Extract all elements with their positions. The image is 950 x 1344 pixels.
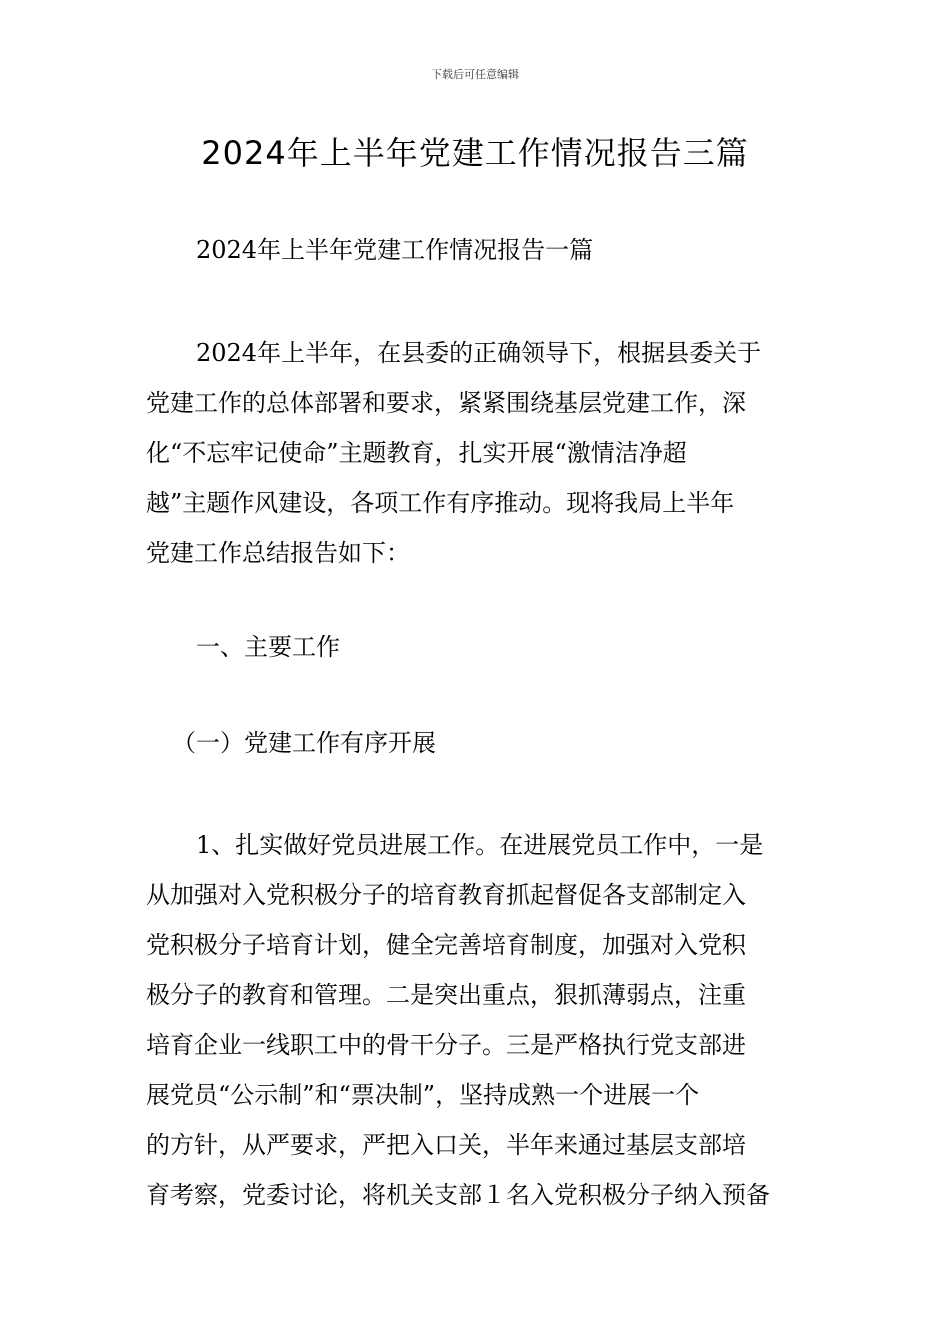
section-subtitle: 2024年上半年党建工作情况报告一篇 — [196, 236, 594, 264]
paragraph-line: 2024年上半年，在县委的正确领导下，根据县委关于 — [196, 339, 762, 367]
paragraph-line: 党积极分子培育计划，健全完善培育制度，加强对入党积 — [146, 931, 746, 959]
paragraph-line: 越”主题作风建设，各项工作有序推动。现将我局上半年 — [146, 489, 735, 517]
paragraph-line: 培育企业一线职工中的骨干分子。三是严格执行党支部进 — [146, 1031, 746, 1059]
document-title: 2024年上半年党建工作情况报告三篇 — [201, 134, 749, 172]
paragraph-intro — [146, 328, 806, 578]
page-header: 下载后可任意编辑 — [431, 68, 519, 81]
paragraph-line: 党建工作总结报告如下： — [146, 539, 410, 567]
paragraph-line: 的方针，从严要求，严把入口关，半年来通过基层支部培 — [146, 1131, 746, 1159]
paragraph-line: 化“不忘牢记使命”主题教育，扎实开展“激情洁净超 — [146, 439, 687, 467]
paragraph-line: 党建工作的总体部署和要求，紧紧围绕基层党建工作，深 — [146, 389, 746, 417]
paragraph-line: 极分子的教育和管理。二是突出重点，狠抓薄弱点，注重 — [146, 981, 746, 1009]
heading-party-building: （一）党建工作有序开展 — [172, 729, 436, 757]
paragraph-line: 展党员“公示制”和“票决制”，坚持成熟一个进展一个 — [146, 1081, 700, 1109]
paragraph-line: 育考察，党委讨论，将机关支部１名入党积极分子纳入预备 — [146, 1181, 770, 1209]
paragraph-line: 1、扎实做好党员进展工作。在进展党员工作中，一是 — [196, 831, 764, 859]
paragraph-line: 从加强对入党积极分子的培育教育抓起督促各支部制定入 — [146, 881, 746, 909]
heading-main-work: 一、主要工作 — [196, 633, 340, 661]
paragraph-member-development — [146, 820, 806, 1220]
